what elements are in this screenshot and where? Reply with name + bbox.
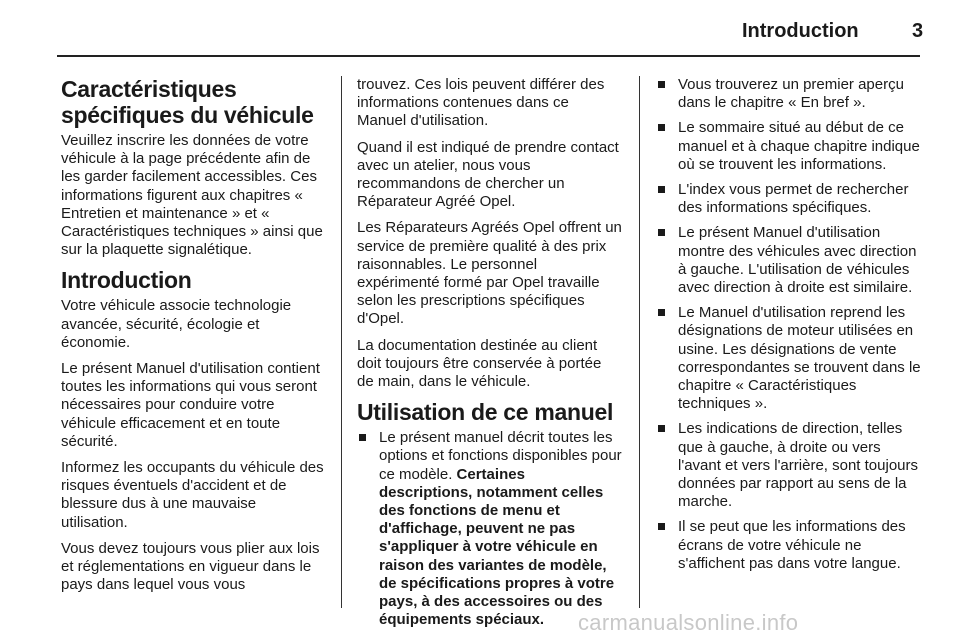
list-item-text: Le sommaire situé au début de ce manuel et à chaque chapitre indique où se trouvent les informations.	[678, 119, 920, 173]
square-bullet-icon	[658, 186, 665, 193]
page-number: 3	[912, 20, 924, 42]
square-bullet-icon	[658, 309, 665, 316]
heading-manual-usage: Utilisation de ce manuel	[357, 399, 614, 426]
square-bullet-icon	[359, 434, 366, 441]
list-item-bold-text: Certaines descriptions, notamment celles des fonctions de menu et d'affichage, peuvent ne pas s'appliquer à votre véhicule en raison des variantes de modèle, de spécifications propres à votre pays, à des accessoires ou des équipements spéciaux.	[379, 465, 615, 629]
list-item-text: Le présent manuel décrit toutes les options et fonctions disponibles pour ce modèle.	[379, 429, 622, 483]
paragraph: Vous devez toujours vous plier aux lois et réglementations en vigueur dans le pays dans lequel vous vous	[61, 539, 320, 594]
paragraph: La documentation destinée au client doit toujours être conservée à portée de main, dans le véhicule.	[357, 336, 602, 391]
paragraph: Informez les occupants du véhicule des risques éventuels d'accident et de blessure dus à une mauvaise utilisation.	[61, 459, 324, 531]
heading-vehicle-specifics: Caractéristiques spécifiques du véhicule	[61, 76, 314, 128]
column-3	[656, 76, 922, 580]
square-bullet-icon	[658, 523, 665, 530]
list-item	[656, 224, 922, 297]
paragraph: Quand il est indiqué de prendre contact avec un atelier, nous vous recommandons de chercher un Réparateur Agréé Opel.	[357, 138, 619, 211]
list-item	[656, 181, 922, 217]
list-item	[656, 76, 922, 112]
watermark: carmanualsonline.info	[578, 610, 799, 635]
list-item-text: Les indications de direction, telles que à gauche, à droite ou vers l'avant et vers l'arrière, sont toujours données par rapport au sens de la marche.	[678, 420, 918, 511]
header-title: Introduction	[742, 20, 859, 42]
column-divider-2	[639, 76, 640, 608]
paragraph: Votre véhicule associe technologie avancée, sécurité, écologie et économie.	[61, 297, 292, 351]
list-item	[656, 518, 922, 573]
bullet-list	[357, 429, 622, 629]
column-1	[61, 76, 326, 602]
square-bullet-icon	[658, 124, 665, 131]
paragraph: Les Réparateurs Agréés Opel offrent un service de première qualité à des prix raisonnables. Le personnel expérimenté formé par Opel travaille selon les prescriptions spécifiques d'Opel.	[357, 219, 622, 328]
heading-introduction: Introduction	[61, 267, 192, 294]
paragraph: Le présent Manuel d'utilisation contient toutes les informations qui vous seront nécessaires pour conduire votre véhicule efficacement et en toute sécurité.	[61, 360, 320, 450]
square-bullet-icon	[658, 425, 665, 432]
list-item-text: Il se peut que les informations des écrans de votre véhicule ne s'affichent pas dans votre langue.	[678, 518, 906, 572]
list-item	[656, 304, 922, 413]
square-bullet-icon	[658, 81, 665, 88]
list-item-text: Le Manuel d'utilisation reprend les désignations de moteur utilisées en usine. Les désignations de vente correspondantes se trouvent dans le chapitre « Caractéristiques techniques ».	[678, 304, 921, 413]
paragraph: trouvez. Ces lois peuvent différer des informations contenues dans ce Manuel d'utilisation.	[357, 76, 605, 130]
column-divider-1	[341, 76, 342, 608]
list-item-text: Vous trouverez un premier aperçu dans le chapitre « En bref ».	[678, 76, 904, 112]
list-item	[656, 420, 922, 511]
square-bullet-icon	[658, 229, 665, 236]
list-item	[357, 429, 622, 629]
header-divider	[57, 55, 920, 57]
column-2	[357, 76, 622, 636]
page-header	[0, 0, 960, 56]
list-item-text: L'index vous permet de rechercher des informations spécifiques.	[678, 181, 909, 217]
list-item	[656, 119, 922, 174]
bullet-list	[656, 76, 922, 573]
paragraph: Veuillez inscrire les données de votre véhicule à la page précédente afin de les garder facilement accessibles. Ces informations figurent aux chapitres « Entretien et maintenance » et « Caractéristiques techniques » ainsi que sur la plaquette signalétique.	[61, 132, 323, 259]
list-item-text: Le présent Manuel d'utilisation montre des véhicules avec direction à gauche. L'utilisation de véhicules avec direction à droite est similaire.	[678, 224, 917, 297]
